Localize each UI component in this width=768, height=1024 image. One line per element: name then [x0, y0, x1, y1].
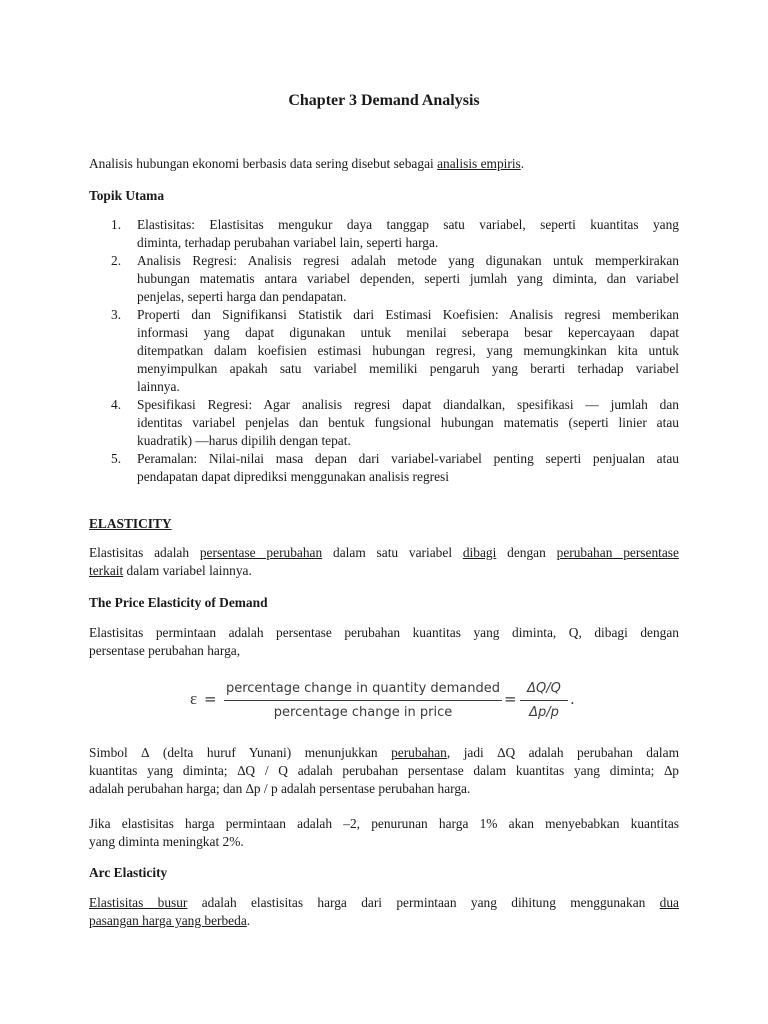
list-line: hubungan matematis antara variabel dependen, seperti jumlah yang diminta, dan variabel: [137, 271, 679, 286]
text-span: .: [246, 913, 251, 928]
elasticity-formula: [190, 676, 590, 726]
arc-heading: Arc Elasticity: [89, 865, 168, 880]
underlined-term: dua: [659, 895, 679, 910]
text-span: dalam variabel lainnya.: [123, 563, 252, 578]
underlined-term: persentase perubahan: [199, 545, 323, 560]
text-span: Simbol ∆ (delta huruf Yunani) menunjukkan: [89, 745, 392, 760]
elasticity-line-1: [89, 544, 679, 562]
ped-paragraph: [89, 624, 679, 660]
formula-period: .: [570, 690, 575, 708]
list-number: 3.: [111, 307, 122, 322]
text-span: dengan: [496, 545, 557, 560]
topic-list: [89, 216, 679, 486]
text-span: , jadi ∆Q adalah perubahan dalam: [446, 745, 679, 760]
text-span: Elastisitas adalah: [89, 545, 200, 560]
elasticity-line-2: [89, 562, 679, 580]
underlined-term: perubahan persentase: [556, 545, 679, 560]
list-line: Elastisitas: Elastisitas mengukur daya tanggap satu variabel, seperti kuantitas yang: [137, 217, 679, 232]
formula-numerator: percentage change in quantity demanded: [225, 681, 501, 696]
list-line: Properti dan Signifikansi Statistik dari Estimasi Koefisien: Analisis regresi memberikan: [137, 307, 679, 322]
list-number: 1.: [111, 217, 122, 232]
equals-sign: =: [504, 690, 517, 708]
list-line: ditempatkan dalam koefisien estimasi hubungan regresi, yang memungkinkan kita untuk: [137, 343, 679, 358]
underlined-term: dibagi: [462, 545, 497, 560]
formula-denominator-symbolic: Δp/p: [529, 705, 559, 720]
underlined-term: perubahan: [391, 745, 447, 760]
simbol-paragraph: [89, 744, 679, 798]
arc-paragraph: [89, 894, 679, 930]
list-line: Spesifikasi Regresi: Agar analisis regresi dapat diandalkan, spesifikasi — jumlah dan: [137, 397, 679, 412]
fraction-bar: [224, 700, 502, 701]
list-item: [89, 216, 679, 252]
page-title: Chapter 3 Demand Analysis: [288, 92, 480, 109]
list-line: menyimpulkan apakah satu variabel memiliki pengaruh yang berarti terhadap variabel: [137, 361, 679, 376]
list-line: penjelas, seperti harga dan pendapatan.: [137, 289, 347, 304]
list-line: identitas variabel penjelas dan bentuk fungsional hubungan matematis (seperti linier atau: [137, 415, 679, 430]
list-item: [89, 252, 679, 306]
intro-text: Analisis hubungan ekonomi berbasis data sering disebut sebagai: [89, 156, 438, 171]
list-line: pendapatan dapat diprediksi menggunakan analisis regresi: [137, 469, 449, 484]
underlined-term: Elastisitas busur: [89, 895, 188, 910]
elasticity-paragraph: [89, 544, 679, 580]
jika-paragraph: [89, 815, 679, 851]
formula-denominator: percentage change in price: [273, 705, 453, 720]
intro-paragraph: [89, 155, 679, 173]
intro-underlined-term: analisis empiris: [437, 156, 521, 171]
text-span: dalam satu variabel: [322, 545, 463, 560]
arc-line-2: [89, 912, 679, 930]
ped-line: persentase perubahan harga,: [89, 643, 241, 658]
intro-end: .: [520, 156, 525, 171]
list-line: diminta, terhadap perubahan variabel lain, seperti harga.: [137, 235, 439, 250]
simbol-line: kuantitas yang diminta; ∆Q / Q adalah perubahan persentase dalam kuantitas yang diminta; ∆p: [89, 763, 679, 778]
jika-line: Jika elastisitas harga permintaan adalah –2, penurunan harga 1% akan menyebabkan kuantitas: [89, 816, 679, 831]
jika-line: yang diminta meningkat 2%.: [89, 834, 244, 849]
list-item: [89, 396, 679, 450]
simbol-line-1: [89, 744, 679, 762]
list-line: lainnya.: [137, 379, 180, 394]
ped-heading: The Price Elasticity of Demand: [89, 595, 268, 610]
list-number: 5.: [111, 451, 122, 466]
text-span: adalah elastisitas harga dari permintaan yang dihitung menggunakan: [187, 895, 660, 910]
underlined-term: pasangan harga yang berbeda: [89, 913, 247, 928]
underlined-term: terkait: [89, 563, 124, 578]
simbol-line: adalah perubahan harga; dan ∆p / p adalah persentase perubahan harga.: [89, 781, 471, 796]
equals-sign: =: [204, 690, 217, 708]
list-item: [89, 450, 679, 486]
list-number: 2.: [111, 253, 122, 268]
list-line: Analisis Regresi: Analisis regresi adalah metode yang digunakan untuk memperkirakan: [137, 253, 679, 268]
list-line: kuadratik) —harus dipilih dengan tepat.: [137, 433, 351, 448]
list-line: informasi yang dapat digunakan untuk menilai seberapa besar kepercayaan dapat: [137, 325, 679, 340]
elasticity-heading: ELASTICITY: [89, 516, 172, 531]
epsilon-symbol: ε: [190, 689, 198, 708]
formula-numerator-symbolic: ΔQ/Q: [527, 681, 561, 696]
ped-line: Elastisitas permintaan adalah persentase perubahan kuantitas yang diminta, Q, dibagi dengan: [89, 625, 679, 640]
list-line: Peramalan: Nilai-nilai masa depan dari variabel-variabel penting seperti penjualan atau: [137, 451, 679, 466]
fraction-bar: [520, 700, 568, 701]
list-item: [89, 306, 679, 396]
topik-heading: Topik Utama: [89, 188, 165, 203]
list-number: 4.: [111, 397, 122, 412]
arc-line-1: [89, 894, 679, 912]
